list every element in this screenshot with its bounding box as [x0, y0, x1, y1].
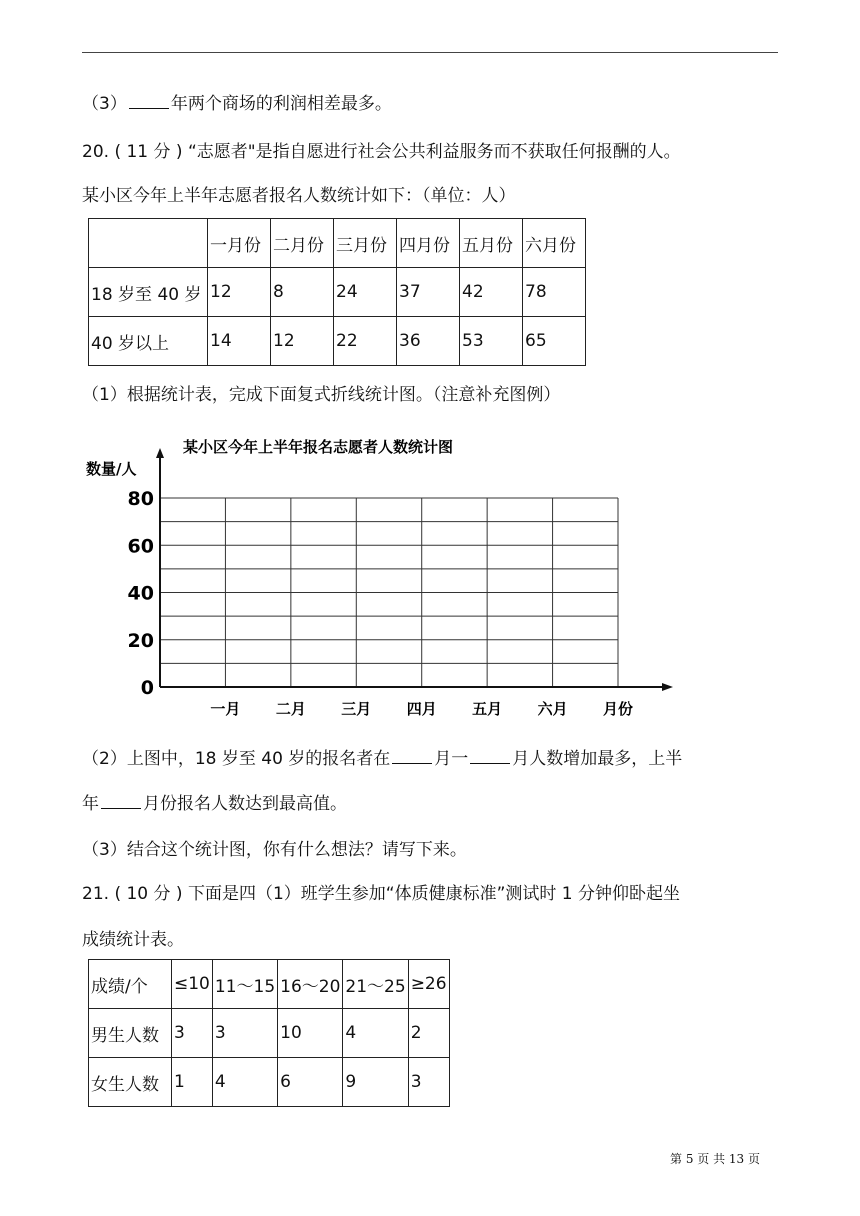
- q19-part3: （3） 年两个商场的利润相差最多。: [82, 94, 392, 114]
- table-header-cell: 五月份: [460, 219, 523, 268]
- y-tick-labels: [128, 488, 154, 699]
- y-tick-label: 80: [127, 488, 154, 510]
- y-tick-label: 0: [140, 677, 154, 699]
- table-header-cell: 四月份: [397, 219, 460, 268]
- x-axis-arrow: [662, 683, 673, 691]
- x-tick-label: 三月: [341, 700, 372, 718]
- table-header-cell: 11～15: [212, 960, 277, 1009]
- q21-heading: 21. ( 10 分 ) 下面是四（1）班学生参加“体质健康标准”测试时 1 分钟仰卧起坐: [82, 884, 681, 904]
- q20-heading: 20. ( 11 分 ) “志愿者"是指自愿进行社会公共利益服务而不获取任何报酬的人。: [82, 142, 681, 162]
- table-cell: 1: [172, 1058, 213, 1107]
- volunteer-table: [88, 218, 586, 366]
- table-row: [89, 1009, 450, 1058]
- table-cell: [89, 219, 208, 268]
- table-cell: 4: [343, 1009, 408, 1058]
- x-tick-label: 四月: [406, 700, 437, 718]
- table-header-cell: 三月份: [334, 219, 397, 268]
- q20-part1: （1）根据统计表，完成下面复式折线统计图。（注意补充图例）: [82, 385, 561, 405]
- x-tick-label: 六月: [537, 700, 568, 718]
- answer-blank[interactable]: [101, 792, 141, 809]
- chart-grid: [160, 498, 618, 687]
- table-header-cell: ≤10: [172, 960, 213, 1009]
- q20-part2-line2: 年 月份报名人数达到最高值。: [82, 794, 347, 814]
- table-cell: 9: [343, 1058, 408, 1107]
- row-label: 18 岁至 40 岁: [89, 268, 208, 317]
- table-cell: 3: [408, 1058, 449, 1107]
- header-rule: [82, 52, 778, 53]
- y-tick-label: 40: [127, 582, 154, 605]
- table-header-cell: 成绩/个: [89, 960, 172, 1009]
- y-axis-arrow: [156, 448, 164, 458]
- table-cell: 22: [334, 317, 397, 366]
- table-header-cell: 21～25: [343, 960, 408, 1009]
- table-header-cell: 一月份: [208, 219, 271, 268]
- table-header-cell: ≥26: [408, 960, 449, 1009]
- table-cell: 2: [408, 1009, 449, 1058]
- y-tick-label: 20: [127, 629, 154, 652]
- row-label: 女生人数: [89, 1058, 172, 1107]
- table-header-cell: 六月份: [523, 219, 586, 268]
- table-cell: 12: [271, 317, 334, 366]
- table-cell: 42: [460, 268, 523, 317]
- row-label: 男生人数: [89, 1009, 172, 1058]
- x-axis-label: 月份: [602, 700, 634, 718]
- table-row: [89, 317, 586, 366]
- q20-part3: （3）结合这个统计图，你有什么想法？请写下来。: [82, 840, 467, 860]
- table-cell: 37: [397, 268, 460, 317]
- table-header-cell: 二月份: [271, 219, 334, 268]
- table-row: [89, 1058, 450, 1107]
- table-cell: 53: [460, 317, 523, 366]
- line-chart[interactable]: [78, 432, 688, 722]
- table-cell: 3: [172, 1009, 213, 1058]
- y-tick-label: 60: [127, 535, 154, 558]
- table-cell: 6: [278, 1058, 343, 1107]
- table-cell: 14: [208, 317, 271, 366]
- table-cell: 65: [523, 317, 586, 366]
- table-cell: 10: [278, 1009, 343, 1058]
- table-cell: 24: [334, 268, 397, 317]
- table-header-row: [89, 960, 450, 1009]
- situp-table: [88, 959, 450, 1107]
- x-tick-labels: [210, 700, 633, 718]
- table-row: [89, 268, 586, 317]
- answer-blank[interactable]: [392, 747, 432, 764]
- table-cell: 36: [397, 317, 460, 366]
- table-cell: 78: [523, 268, 586, 317]
- answer-blank[interactable]: [129, 92, 169, 109]
- x-tick-label: 五月: [472, 700, 503, 718]
- chart-axes: [156, 448, 673, 691]
- table-cell: 12: [208, 268, 271, 317]
- table-header-row: [89, 219, 586, 268]
- q20-intro: 某小区今年上半年志愿者报名人数统计如下：（单位：人）: [82, 186, 516, 206]
- answer-blank[interactable]: [470, 747, 510, 764]
- table-cell: 8: [271, 268, 334, 317]
- x-tick-label: 二月: [275, 700, 306, 718]
- row-label: 40 岁以上: [89, 317, 208, 366]
- q20-part2-line1: （2）上图中，18 岁至 40 岁的报名者在 月一 月人数增加最多，上半: [82, 749, 683, 769]
- chart-title: 某小区今年上半年报名志愿者人数统计图: [182, 438, 454, 456]
- table-cell: 4: [212, 1058, 277, 1107]
- q21-heading-cont: 成绩统计表。: [82, 930, 184, 950]
- x-tick-label: 一月: [210, 700, 241, 718]
- table-cell: 3: [212, 1009, 277, 1058]
- table-header-cell: 16～20: [278, 960, 343, 1009]
- page-footer: 第 5 页 共 13 页: [670, 1152, 760, 1166]
- y-axis-label: 数量/人: [86, 460, 137, 478]
